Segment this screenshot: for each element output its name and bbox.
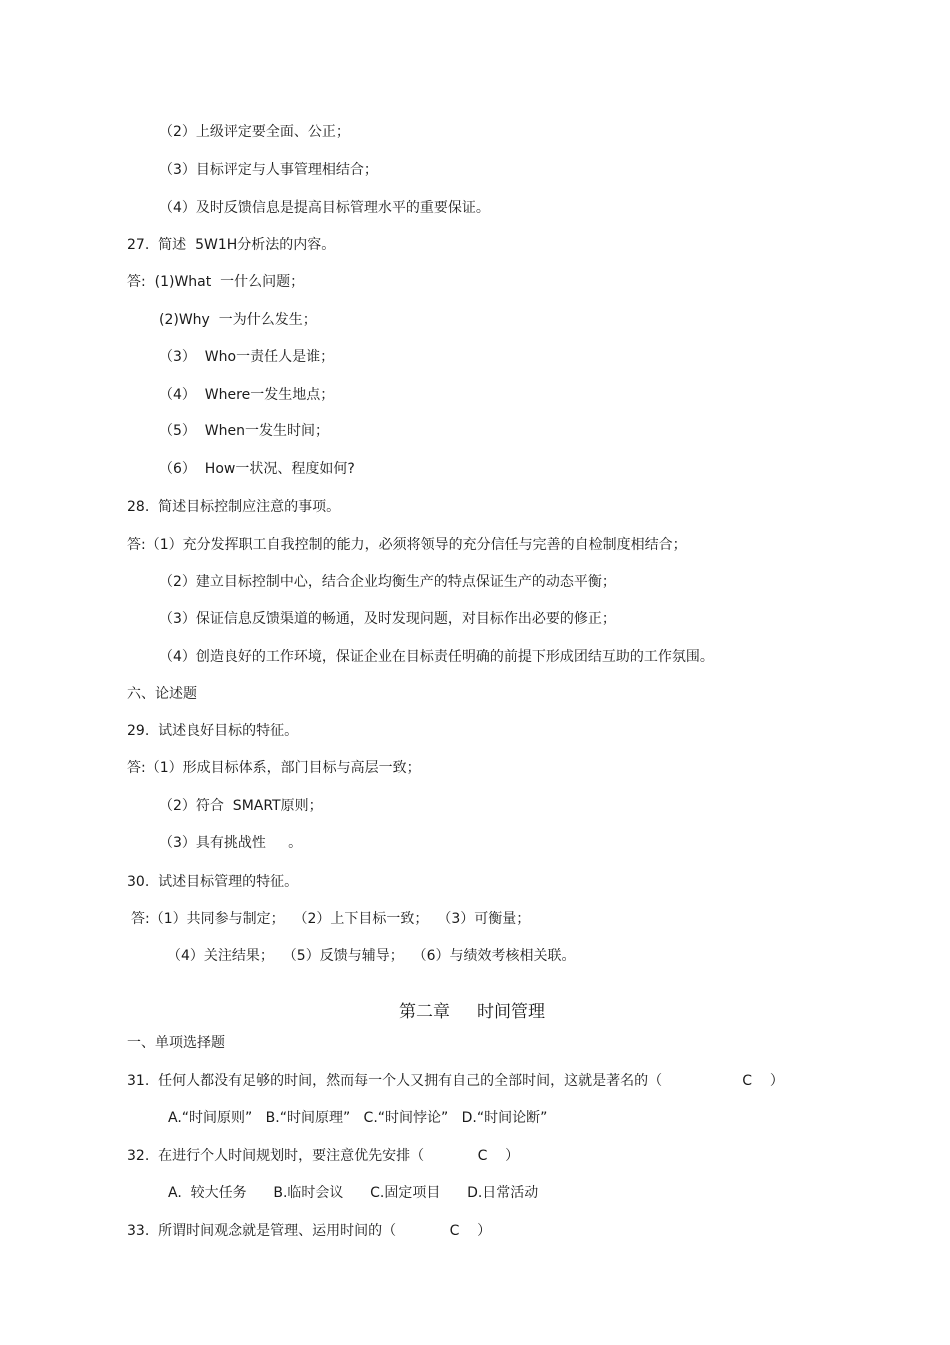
text-line: （3）保证信息反馈渠道的畅通，及时发现问题，对目标作出必要的修正； bbox=[159, 611, 616, 627]
text-line: （3）目标评定与人事管理相结合； bbox=[159, 162, 378, 178]
text-line: （2）符合 SMART原则； bbox=[159, 798, 323, 814]
answer-line: 答: (1)What 一什么问题； bbox=[127, 274, 305, 290]
section-heading: 一、单项选择题 bbox=[127, 1035, 225, 1051]
text-line: （2）建立目标控制中心，结合企业均衡生产的特点保证生产的动态平衡； bbox=[159, 574, 616, 590]
question-29: 29. 试述良好目标的特征。 bbox=[127, 723, 299, 739]
text-line: （4）创造良好的工作环境，保证企业在目标责任明确的前提下形成团结互助的工作氛围。 bbox=[159, 649, 714, 665]
answer-line: 答:（1）共同参与制定； （2）上下目标一致； （3）可衡量； bbox=[131, 911, 531, 927]
text-line: （3） Who一责任人是谁； bbox=[159, 349, 335, 365]
text-line: （4） Where一发生地点； bbox=[159, 387, 335, 403]
text-line: （6） How一状况、程度如何? bbox=[159, 461, 355, 477]
question-30: 30. 试述目标管理的特征。 bbox=[127, 874, 299, 890]
question-28: 28. 简述目标控制应注意的事项。 bbox=[127, 499, 341, 515]
chapter-title: 第二章 时间管理 bbox=[399, 1002, 546, 1022]
options-31: A.“时间原则” B.“时间原理” C.“时间悖论” D.“时间论断” bbox=[168, 1110, 548, 1126]
question-27: 27. 简述 5W1H分析法的内容。 bbox=[127, 237, 336, 253]
text-line: （4）关注结果； （5）反馈与辅导； （6）与绩效考核相关联。 bbox=[167, 948, 576, 964]
options-32: A. 较大任务 B.临时会议 C.固定项目 D.日常活动 bbox=[168, 1185, 539, 1201]
text-line: (2)Why 一为什么发生； bbox=[159, 312, 317, 328]
text-line: （3）具有挑战性 。 bbox=[159, 835, 303, 851]
text-line: （4）及时反馈信息是提高目标管理水平的重要保证。 bbox=[159, 200, 490, 216]
question-31: 31. 任何人都没有足够的时间，然而每一个人又拥有自己的全部时间，这就是著名的（ C ） bbox=[127, 1073, 784, 1089]
answer-line: 答:（1）充分发挥职工自我控制的能力，必须将领导的充分信任与完善的自检制度相结合； bbox=[127, 537, 687, 553]
text-line: （5） When一发生时间； bbox=[159, 423, 330, 439]
answer-line: 答:（1）形成目标体系，部门目标与高层一致； bbox=[127, 760, 421, 776]
question-32: 32. 在进行个人时间规划时，要注意优先安排（ C ） bbox=[127, 1148, 520, 1164]
question-33: 33. 所谓时间观念就是管理、运用时间的（ C ） bbox=[127, 1223, 492, 1239]
section-heading: 六、论述题 bbox=[127, 686, 197, 702]
text-line: （2）上级评定要全面、公正； bbox=[159, 124, 350, 140]
